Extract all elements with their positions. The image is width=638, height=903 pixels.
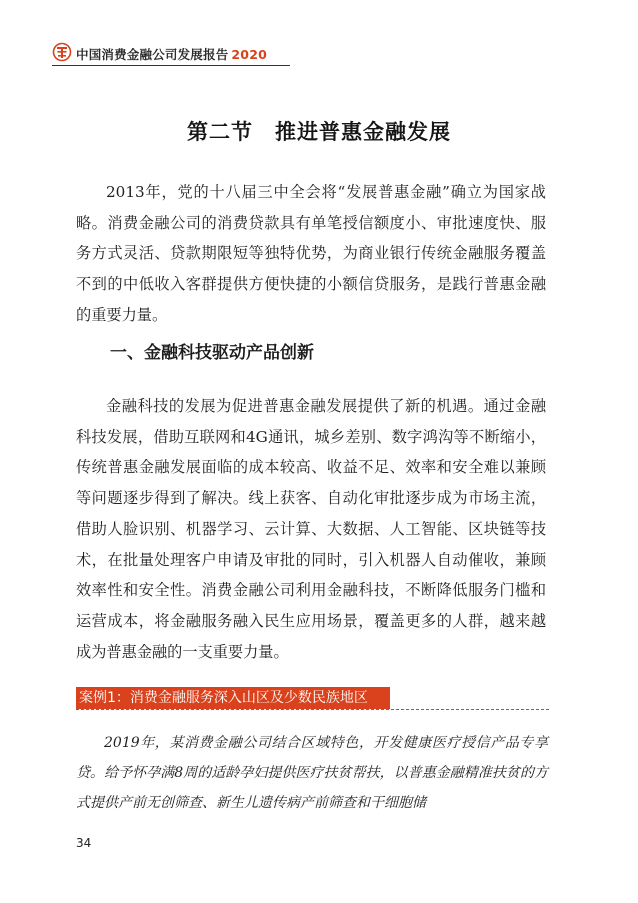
intro-paragraph: 2013年，党的十八届三中全会将“发展普惠金融”确立为国家战略。消费金融公司的消费贷款具有单笔授信额度小、审批速度快、服务方式灵活、贷款期限短等独特优势，为商业银行传统金融服务覆盖不到的中低收入客群提供方便快捷的小额信贷服务，是践行普惠金融的重要力量。 (76, 183, 546, 324)
report-year: 2020 (231, 47, 267, 62)
case-paragraph: 2019年，某消费金融公司结合区域特色，开发健康医疗授信产品专享贷。给予怀孕满8周的适龄孕妇提供医疗扶贫帮扶，以普惠金融精准扶贫的方式提供产前无创筛查、新生儿遗传病产前筛查和干细胞储 (76, 735, 548, 811)
section-number: 第二节 (187, 120, 253, 144)
report-title-text: 中国消费金融公司发展报告 (76, 47, 229, 62)
page-header (52, 40, 290, 66)
subsection-paragraph: 金融科技的发展为促进普惠金融发展提供了新的机遇。通过金融科技发展，借助互联网和4G通讯，城乡差别、数字鸿沟等不断缩小，传统普惠金融发展面临的成本较高、收益不足、效率和安全难以兼顾等问题逐步得到了解决。线上获客、自动化审批逐步成为市场主流，借助人脸识别、机器学习、云计算、大数据、人工智能、区块链等技术，在批量处理客户申请及审批的同时，引入机器人自动催收，兼顾效率性和安全性。消费金融公司利用金融科技，不断降低服务门槛和运营成本，将金融服务融入民生应用场景，覆盖更多的人群，越来越成为普惠金融的一支重要力量。 (76, 397, 546, 661)
case-divider (76, 709, 549, 710)
report-title (76, 45, 267, 63)
section-heading: 推进普惠金融发展 (275, 120, 451, 144)
page-number: 34 (76, 836, 92, 850)
case-label: 案例1：消费金融服务深入山区及少数民族地区 (76, 687, 390, 709)
subsection-heading: 一、金融科技驱动产品创新 (110, 343, 314, 363)
report-logo-icon (52, 42, 72, 62)
section-title (0, 116, 638, 146)
header-divider (52, 65, 290, 66)
